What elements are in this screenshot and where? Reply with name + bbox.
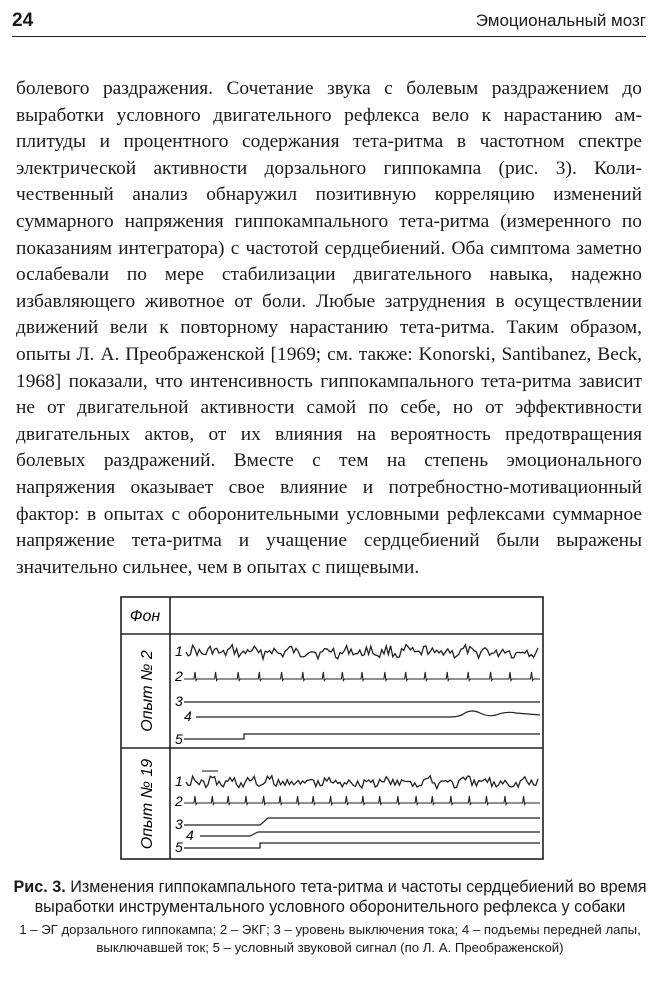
figure-frame [121,597,543,859]
caption-label: Рис. 3. [13,878,66,896]
trace-number-5: 5 [175,839,183,855]
sound-signal-trace [184,734,540,739]
trace-number-4: 4 [184,708,192,724]
body-paragraph: болевого раздражения. Сочетание звука с болевым раздражением до выработки условного двигательного рефлекса вело к нарастанию амплитуды и процентного содержания тета-ритма в частотном спектре электрической активности дорзального гиппокампа (рис. 3). Количественный анализ обнаружил позитивную корреляцию изменений суммарного напряжения гиппокампального тета-ритма (измеренного по показаниям интегратора) с частотой сердцебиений. Оба симптома заметно ослабевали по мере стабилизации двигательного навыка, надежно избавляющего животное от боли. Любые затруднения в осуществлении движений вели к повторному нарастанию тета-ритма. Таким образом, опыты Л. А. Преображенской [1969; см. также: Konorski, Santibanez, Beck, 1968] показали, что интенсивность гиппокампального тета-ритма зависит не от двигательной активности самой по себе, но от эффективности двигательных актов, от их влияния на вероятность предотвращения болевых раздражений. Вместе с тем на степень эмоционального напряжения оказывает свое влияние и потребностно-мотивационный фактор: в опытах с оборонительными условными рефлексами суммарное напряжение тета-ритма и учащение сердцебиений были выражены значительно сильнее, чем в опытах с пищевыми. [16,78,642,578]
paw-lift-trace [200,832,540,836]
eeg-trace [186,776,538,789]
caption-title: Изменения гиппокампального тета-ритма и частоты сердцебиений во время выработки инструментального условного оборонительного рефлекса у собаки [34,878,647,916]
sound-signal-trace [184,843,540,848]
caption-title-block [10,878,650,917]
current-level-trace [184,818,540,825]
trace-number-2: 2 [175,668,183,684]
trace-number-2: 2 [175,793,183,809]
ecg-trace [184,796,540,805]
trace-number-3: 3 [175,816,183,832]
running-title: Эмоциональный мозг [475,11,646,30]
eeg-trace [186,645,538,659]
trace-number-1: 1 [175,643,183,659]
page-number: 24 [12,10,34,31]
figure-svg [120,596,544,860]
paw-lift-trace [196,711,540,717]
figure-caption [10,878,650,957]
trace-number-5: 5 [175,731,183,747]
row-label-experiment-19: Опыт № 19 [139,758,156,850]
row-label-background: Фон [129,608,161,625]
running-header [12,6,646,37]
figure-eeg-traces [120,596,544,860]
ecg-trace [184,672,540,681]
trace-number-4: 4 [186,827,194,843]
trace-number-3: 3 [175,693,183,709]
row-label-experiment-2: Опыт № 2 [139,650,156,732]
trace-number-1: 1 [175,773,183,789]
caption-legend: 1 – ЭГ дорзального гиппокампа; 2 – ЭКГ; 3 – уровень выключения тока; 4 – подъемы передней лапы, выключавшей ток; 5 – условный звуковой сигнал (по Л. А. Преображенской) [19,922,641,955]
